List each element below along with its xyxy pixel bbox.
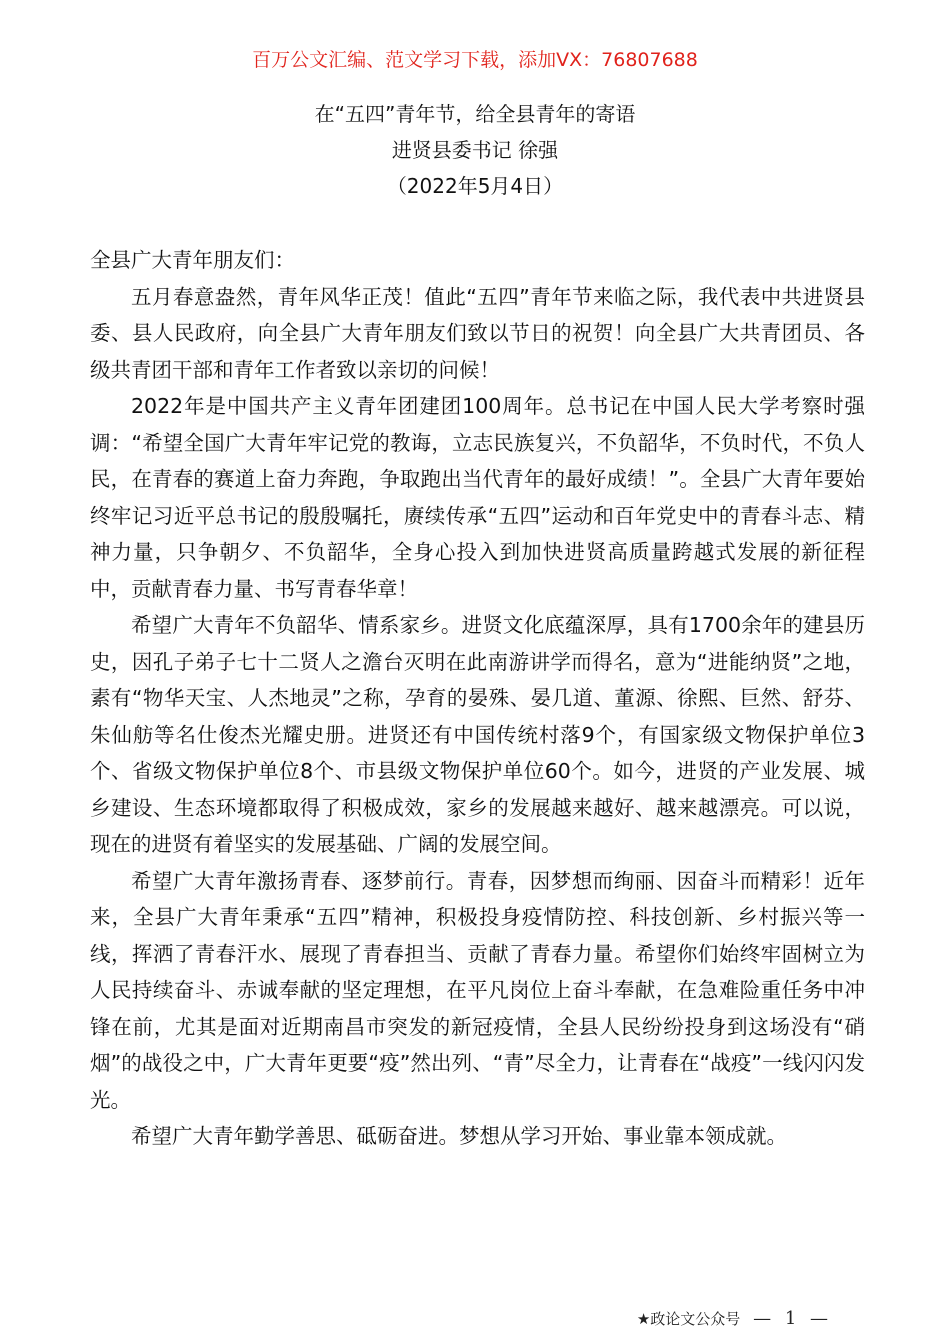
document-title: 在“五四”青年节，给全县青年的寄语 <box>314 102 636 126</box>
date-line: （2022年5月4日） <box>386 174 564 198</box>
banner: 百万公文汇编、范文学习下载，添加VX：76807688 <box>252 49 698 71</box>
author-line: 进贤县委书记 徐强 <box>391 138 559 162</box>
body-text <box>90 242 865 1155</box>
title-block <box>0 96 950 204</box>
page-number: — 1 — <box>753 1308 832 1329</box>
paragraph: 希望广大青年不负韶华、情系家乡。进贤文化底蕴深厚，具有1700余年的建县历史，因孔子弟子七十二贤人之澹台灭明在此南游讲学而得名，意为“进能纳贤”之地，素有“物华天宝、人杰地灵”之称，孕育的晏殊、晏几道、董源、徐熙、巨然、舒芬、朱仙舫等名仕俊杰光耀史册。进贤还有中国传统村落9个，有国家级文物保护单位3个、省级文物保护单位8个、市县级文物保护单位60个。如今，进贤的产业发展、城乡建设、生态环境都取得了积极成效，家乡的发展越来越好、越来越漂亮。可以说，现在的进贤有着坚实的发展基础、广阔的发展空间。 <box>90 613 865 856</box>
page-footer <box>637 1308 832 1330</box>
paragraph: 希望广大青年勤学善思、砥砺奋进。梦想从学习开始、事业靠本领成就。 <box>131 1124 787 1148</box>
footer-source: ★政论文公众号 <box>636 1310 741 1328</box>
salutation: 全县广大青年朋友们： <box>90 248 295 272</box>
paragraph: 2022年是中国共产主义青年团建团100周年。总书记在中国人民大学考察时强调：“希望全国广大青年牢记党的教诲，立志民族复兴，不负韶华，不负时代，不负人民，在青春的赛道上奋力奔跑，争取跑出当代青年的最好成绩！”。全县广大青年要始终牢记习近平总书记的殷殷嘱托，赓续传承“五四”运动和百年党史中的青春斗志、精神力量，只争朝夕、不负韶华，全身心投入到加快进贤高质量跨越式发展的新征程中，贡献青春力量、书写青春华章！ <box>90 394 865 601</box>
paragraph: 希望广大青年激扬青春、逐梦前行。青春，因梦想而绚丽、因奋斗而精彩！近年来，全县广大青年秉承“五四”精神，积极投身疫情防控、科技创新、乡村振兴等一线，挥洒了青春汗水、展现了青春担当、贡献了青春力量。希望你们始终牢固树立为人民持续奋斗、赤诚奉献的坚定理想，在平凡岗位上奋斗奉献，在急难险重任务中冲锋在前，尤其是面对近期南昌市突发的新冠疫情，全县人民纷纷投身到这场没有“硝烟”的战役之中，广大青年更要“疫”然出列、“青”尽全力，让青春在“战疫”一线闪闪发光。 <box>90 868 865 1112</box>
paragraph: 五月春意盎然，青年风华正茂！值此“五四”青年节来临之际，我代表中共进贤县委、县人民政府，向全县广大青年朋友们致以节日的祝贺！向全县广大共青团员、各级共青团干部和青年工作者致以亲切的问候！ <box>90 284 865 382</box>
